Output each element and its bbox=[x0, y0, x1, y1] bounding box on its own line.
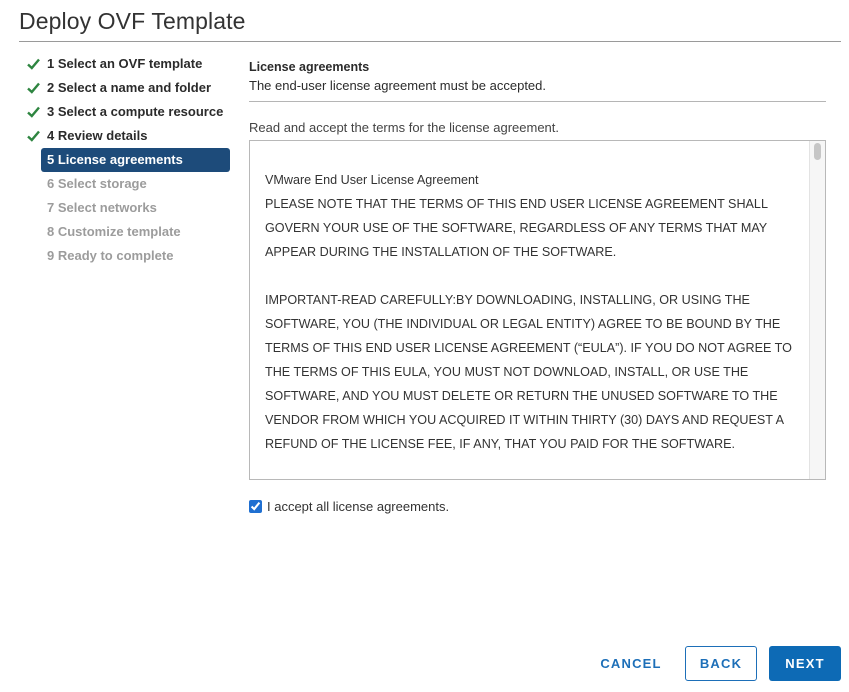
step-ready-to-complete bbox=[24, 244, 230, 268]
step-license-agreements[interactable] bbox=[41, 148, 230, 172]
check-icon bbox=[27, 58, 40, 70]
scrollbar-thumb[interactable] bbox=[814, 143, 821, 160]
step-label: 9 Ready to complete bbox=[47, 248, 174, 263]
section-title: License agreements bbox=[249, 60, 370, 74]
back-button[interactable]: BACK bbox=[685, 646, 757, 681]
section-instruction: Read and accept the terms for the license agreement. bbox=[249, 120, 560, 135]
check-icon bbox=[27, 82, 40, 94]
step-review-details[interactable] bbox=[24, 124, 230, 148]
section-description: The end-user license agreement must be accepted. bbox=[249, 78, 547, 93]
eula-heading: VMware End User License Agreement bbox=[265, 173, 479, 187]
step-select-storage bbox=[24, 172, 230, 196]
accept-license-checkbox[interactable] bbox=[249, 500, 262, 513]
step-label: 7 Select networks bbox=[47, 200, 157, 215]
eula-content bbox=[265, 168, 800, 456]
dialog-title: Deploy OVF Template bbox=[19, 8, 246, 34]
eula-paragraph: PLEASE NOTE THAT THE TERMS OF THIS END USER LICENSE AGREEMENT SHALL GOVERN YOUR USE OF THE SOFTWARE, REGARDLESS OF ANY TERMS THAT MAY APPEAR DURING THE INSTALLATION OF THE SOFTWARE. bbox=[265, 197, 768, 259]
license-section bbox=[249, 58, 826, 136]
wizard-steps bbox=[24, 52, 230, 268]
accept-license-option[interactable] bbox=[249, 499, 449, 514]
step-select-ovf-template[interactable] bbox=[24, 52, 230, 76]
step-label: 8 Customize template bbox=[47, 224, 181, 239]
step-label: 6 Select storage bbox=[47, 176, 147, 191]
accept-license-label: I accept all license agreements. bbox=[267, 499, 450, 514]
check-icon bbox=[27, 106, 40, 118]
step-label: 2 Select a name and folder bbox=[47, 80, 212, 95]
eula-scrollbar[interactable] bbox=[809, 141, 825, 479]
step-select-networks bbox=[24, 196, 230, 220]
step-select-name-folder[interactable] bbox=[24, 76, 230, 100]
title-divider bbox=[19, 41, 841, 42]
cancel-button[interactable]: CANCEL bbox=[600, 656, 662, 671]
step-customize-template bbox=[24, 220, 230, 244]
eula-text-box[interactable] bbox=[249, 140, 826, 480]
step-select-compute-resource[interactable] bbox=[24, 100, 230, 124]
step-label: 1 Select an OVF template bbox=[47, 56, 203, 71]
next-button[interactable]: NEXT bbox=[769, 646, 841, 681]
check-icon bbox=[27, 130, 40, 142]
eula-paragraph: IMPORTANT-READ CAREFULLY:BY DOWNLOADING, INSTALLING, OR USING THE SOFTWARE, YOU (THE INDIVIDUAL OR LEGAL ENTITY) AGREE TO BE BOUND BY THE TERMS OF THIS END USER LICENSE AGREEMENT (“EULA”). IF YOU DO NOT AGREE TO THE TERMS OF THIS EULA, YOU MUST NOT DOWNLOAD, INSTALL, OR USE THE SOFTWARE, AND YOU MUST DELETE OR RETURN THE UNUSED SOFTWARE TO THE VENDOR FROM WHICH YOU ACQUIRED IT WITHIN THIRTY (30) DAYS AND REQUEST A REFUND OF THE LICENSE FEE, IF ANY, THAT YOU PAID FOR THE SOFTWARE. bbox=[265, 293, 792, 451]
step-label: 3 Select a compute resource bbox=[47, 104, 224, 119]
eula-spacer bbox=[265, 264, 800, 288]
step-label: 4 Review details bbox=[47, 128, 148, 143]
step-label: 5 License agreements bbox=[47, 152, 183, 167]
section-divider bbox=[249, 101, 826, 102]
